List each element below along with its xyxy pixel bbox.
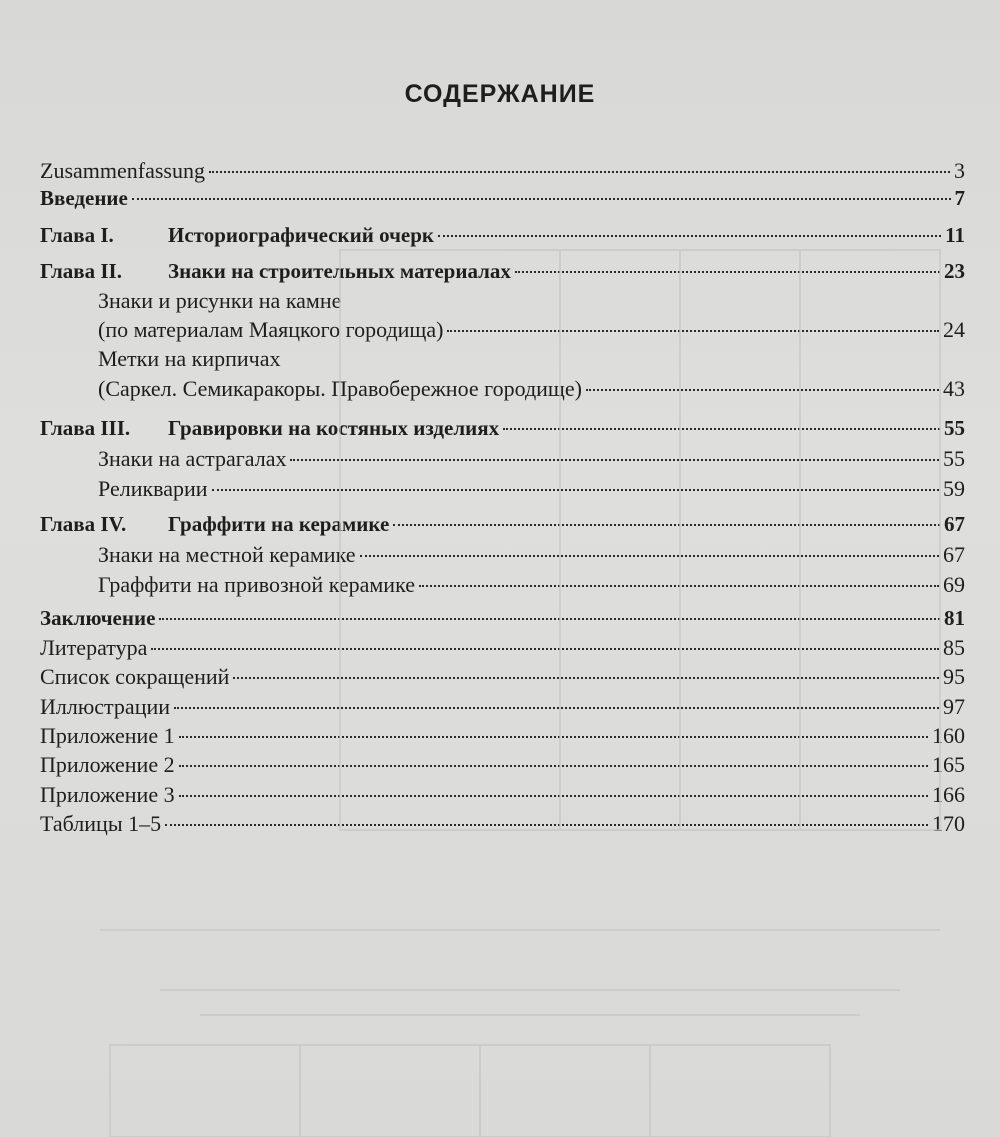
toc-page-number: 59 bbox=[943, 476, 965, 501]
toc-page-number: 95 bbox=[943, 664, 965, 689]
toc-label: Знаки на астрагалах bbox=[98, 446, 287, 471]
toc-label: Список сокращений bbox=[40, 664, 230, 689]
toc-label: (Саркел. Семикаракоры. Правобережное городище) bbox=[98, 376, 582, 401]
toc-page-number: 170 bbox=[932, 811, 965, 836]
toc-label: Иллюстрации bbox=[40, 694, 171, 719]
toc-label: Граффити на привозной керамике bbox=[98, 572, 415, 597]
toc-page-number: 23 bbox=[944, 259, 965, 283]
toc-page-number: 67 bbox=[943, 542, 965, 567]
toc-page-number: 67 bbox=[944, 512, 965, 536]
toc-label: Знаки на местной керамике bbox=[98, 542, 356, 567]
toc-page-number: 165 bbox=[932, 752, 965, 777]
toc-label: Реликварии bbox=[98, 476, 208, 501]
ghost-table-outline bbox=[110, 1045, 830, 1137]
toc-label: Приложение 1 bbox=[40, 723, 175, 748]
toc-label: Граффити на керамике bbox=[168, 512, 390, 536]
toc-page-number: 11 bbox=[945, 223, 965, 247]
toc-label: Таблицы 1–5 bbox=[40, 811, 162, 836]
toc-label: Zusammenfassung bbox=[40, 158, 205, 183]
chapter-number: Глава IV. bbox=[40, 512, 127, 536]
toc-page-number: 69 bbox=[943, 572, 965, 597]
toc-label: Приложение 2 bbox=[40, 752, 175, 777]
toc-label: Литература bbox=[40, 635, 148, 660]
toc-page-number: 43 bbox=[943, 376, 965, 401]
toc-page-number: 55 bbox=[943, 446, 965, 471]
page-title: СОДЕРЖАНИЕ bbox=[404, 80, 596, 108]
toc-label: Знаки на строительных материалах bbox=[168, 259, 511, 283]
toc-page-number: 81 bbox=[944, 606, 965, 630]
toc-page-number: 3 bbox=[954, 158, 965, 183]
toc-label: Гравировки на костяных изделиях bbox=[168, 416, 500, 440]
toc-label: Заключение bbox=[40, 606, 156, 630]
toc-label-line1: Метки на кирпичах bbox=[98, 346, 281, 371]
toc-page-number: 55 bbox=[944, 416, 965, 440]
toc-label-line1: Знаки и рисунки на камне bbox=[98, 288, 342, 313]
toc-page-number: 7 bbox=[954, 186, 965, 210]
toc-page-number: 160 bbox=[932, 723, 965, 748]
chapter-number: Глава II. bbox=[40, 259, 122, 283]
toc-page-number: 24 bbox=[943, 317, 965, 342]
chapter-number: Глава III. bbox=[40, 416, 131, 440]
toc-label: (по материалам Маяцкого городища) bbox=[98, 317, 444, 342]
ghost-table-outline bbox=[340, 250, 940, 830]
toc-page-number: 97 bbox=[943, 694, 965, 719]
chapter-number: Глава I. bbox=[40, 223, 114, 247]
toc-label: Историографический очерк bbox=[168, 223, 435, 247]
toc-label: Приложение 3 bbox=[40, 782, 175, 807]
toc-page-number: 166 bbox=[932, 782, 965, 807]
toc-label: Введение bbox=[40, 186, 128, 210]
toc-page-number: 85 bbox=[943, 635, 965, 660]
